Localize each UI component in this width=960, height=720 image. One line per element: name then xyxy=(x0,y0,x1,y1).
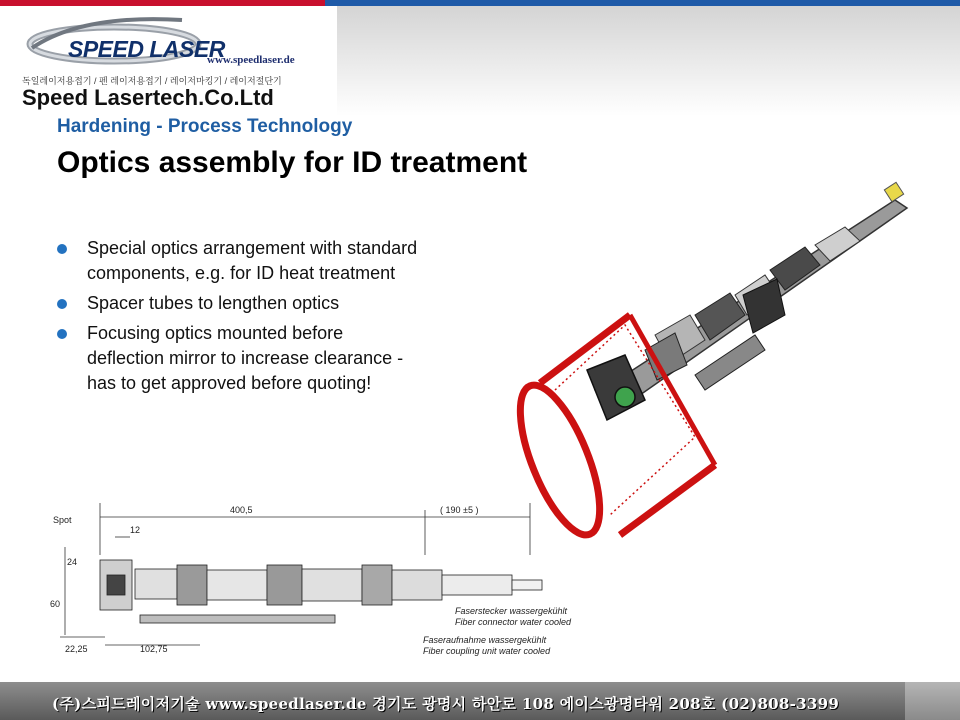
bullet-line: Spacer tubes to lengthen optics xyxy=(87,293,340,313)
drawing-label-spot: Spot xyxy=(53,515,72,525)
header-gradient-band xyxy=(337,6,960,116)
bullet-line: components, e.g. for ID heat treatment xyxy=(87,263,396,283)
bullet-line: Special optics arrangement with standard xyxy=(87,238,418,258)
company-logo xyxy=(22,10,332,110)
logo-website: www.speedlaser.de xyxy=(207,54,295,66)
slide-subtitle: Hardening - Process Technology xyxy=(57,116,353,137)
drawing-dim-overall: 400,5 xyxy=(230,505,253,515)
drawing-dim-102: 102,75 xyxy=(140,644,168,654)
bullet-item xyxy=(55,291,495,316)
drawing-note-1-en: Fiber connector water cooled xyxy=(455,617,572,627)
bullet-dot-icon xyxy=(57,299,67,309)
drawing-dim-24: 24 xyxy=(67,557,78,567)
bullet-line: has to get approved before quoting! xyxy=(87,373,372,393)
bullet-line: Focusing optics mounted before xyxy=(87,323,344,343)
footer-corner-tab xyxy=(905,682,960,720)
logo-company-name: Speed Lasertech.Co.Ltd xyxy=(22,85,274,110)
technical-drawing xyxy=(45,495,585,665)
footer-contact-text: (주)스피드레이저기술 www.speedlaser.de 경기도 광명시 하안로 108 에이스광명타워 208호 (02)808-3399 xyxy=(52,695,840,713)
drawing-dim-60: 60 xyxy=(50,599,61,609)
optics-tube-icon xyxy=(595,182,907,410)
drawing-dim-22: 22,25 xyxy=(65,644,88,654)
bullet-item xyxy=(55,321,495,396)
logo-brand-text: SPEED LASER xyxy=(68,36,225,62)
bullet-line: deflection mirror to increase clearance - xyxy=(87,348,404,368)
bullet-item xyxy=(55,236,495,286)
drawing-note-1-de: Faserstecker wassergekühlt xyxy=(455,606,568,616)
drawing-dim-12: 12 xyxy=(130,525,141,535)
drawing-note-2-en: Fiber coupling unit water cooled xyxy=(423,646,551,656)
bullet-dot-icon xyxy=(57,244,67,254)
slide-title: Optics assembly for ID treatment xyxy=(57,146,528,179)
logo-product-line: 독일레이저용접기 / 펜 레이저용접기 / 레이저마킹기 / 레이저절단기 xyxy=(22,76,282,86)
drawing-dim-fiber: ( 190 ±5 ) xyxy=(440,505,479,515)
bullet-dot-icon xyxy=(57,329,67,339)
bullet-list xyxy=(55,236,495,401)
top-accent-bar-red xyxy=(0,0,325,6)
drawing-note-2-de: Faseraufnahme wassergekühlt xyxy=(423,635,547,645)
